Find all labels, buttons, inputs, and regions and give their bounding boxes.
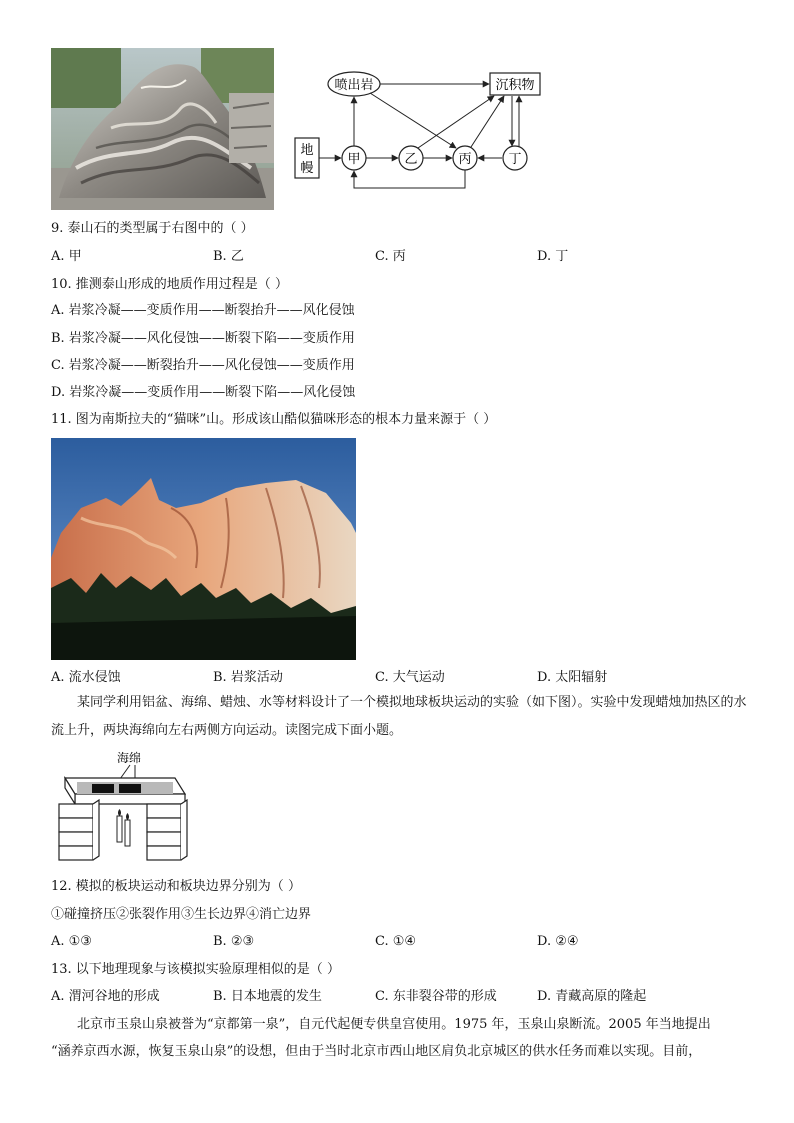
q9-option-d[interactable]: D. 丁 xyxy=(537,249,569,264)
q9-option-b[interactable]: B. 乙 xyxy=(213,249,244,264)
q10-option-d[interactable]: D. 岩浆冷凝——变质作用——断裂下陷——风化侵蚀 xyxy=(51,385,356,400)
q9-option-a[interactable]: A. 甲 xyxy=(51,249,82,264)
cat-mountain-image xyxy=(51,438,356,660)
q10-option-b[interactable]: B. 岩浆冷凝——风化侵蚀——断裂下陷——变质作用 xyxy=(51,331,355,346)
ding-label: 丁 xyxy=(508,152,522,167)
candles xyxy=(117,809,130,846)
yuquan-passage-line-2: “涵养京西水源，恢复玉泉山泉”的设想，但由于当时北京市西山地区肩负北京城区的供水任务而难以实现。目前， xyxy=(51,1044,702,1059)
question-12-sub: ①碰撞挤压②张裂作用③生长边界④消亡边界 xyxy=(51,907,312,922)
question-13-stem: 13. 以下地理现象与该模拟实验原理相似的是（ ） xyxy=(51,962,340,977)
right-sponge xyxy=(119,784,141,793)
q13-option-c[interactable]: C. 东非裂谷带的形成 xyxy=(375,989,497,1004)
right-brick-stack xyxy=(147,800,187,860)
q12-option-d[interactable]: D. ②④ xyxy=(537,934,579,949)
left-sponge xyxy=(92,784,114,793)
question-11-stem: 11. 图为南斯拉夫的“猫咪”山。形成该山酷似猫咪形态的根本力量来源于（ ） xyxy=(51,412,497,427)
diman-label-2: 幔 xyxy=(300,161,314,176)
q13-option-a[interactable]: A. 渭河谷地的形成 xyxy=(51,989,160,1004)
q12-option-b[interactable]: B. ②③ xyxy=(213,934,255,949)
q10-option-c[interactable]: C. 岩浆冷凝——断裂抬升——风化侵蚀——变质作用 xyxy=(51,358,355,373)
q11-option-d[interactable]: D. 太阳辐射 xyxy=(537,670,608,685)
q9-option-c[interactable]: C. 丙 xyxy=(375,249,406,264)
diman-label-1: 地 xyxy=(300,143,314,158)
left-brick-stack xyxy=(59,800,99,860)
q13-option-b[interactable]: B. 日本地震的发生 xyxy=(213,989,322,1004)
sponge-label: 海绵 xyxy=(117,751,142,765)
question-9-stem: 9. 泰山石的类型属于右图中的（ ） xyxy=(51,221,254,236)
taishan-stone-photo xyxy=(51,48,274,210)
question-10-stem: 10. 推测泰山形成的地质作用过程是（ ） xyxy=(51,277,288,292)
chenjiwu-label: 沉积物 xyxy=(495,78,535,93)
bing-label: 丙 xyxy=(458,152,472,167)
penchuyan-label: 喷出岩 xyxy=(334,78,374,93)
taishan-stone-image xyxy=(51,48,274,210)
yuquan-passage-line-1: 北京市玉泉山泉被誉为“京都第一泉”，自元代起便专供皇宫使用。1975 年，玉泉山泉断流。2005 年当地提出 xyxy=(77,1017,711,1032)
q11-option-c[interactable]: C. 大气运动 xyxy=(375,670,445,685)
rock-cycle-diagram xyxy=(294,62,544,194)
yi-label: 乙 xyxy=(404,152,418,167)
question-12-stem: 12. 模拟的板块运动和板块边界分别为（ ） xyxy=(51,879,301,894)
cat-mountain-photo xyxy=(51,438,356,660)
q10-option-a[interactable]: A. 岩浆冷凝——变质作用——断裂抬升——风化侵蚀 xyxy=(51,303,355,318)
q12-option-c[interactable]: C. ①④ xyxy=(375,934,417,949)
q11-option-a[interactable]: A. 流水侵蚀 xyxy=(51,670,121,685)
jia-label: 甲 xyxy=(347,152,361,167)
q11-option-b[interactable]: B. 岩浆活动 xyxy=(213,670,283,685)
q12-option-a[interactable]: A. ①③ xyxy=(51,934,92,949)
q13-option-d[interactable]: D. 青藏高原的隆起 xyxy=(537,989,647,1004)
cycle-arrows xyxy=(319,84,522,188)
experiment-passage: 某同学利用铝盆、海绵、蜡烛、水等材料设计了一个模拟地球板块运动的实验（如下图）。实验中发现蜡烛加热区的水流上升，两块海绵向左右两侧方向运动。读图完成下面小题。 xyxy=(51,695,747,738)
sponge-experiment-figure xyxy=(55,748,190,864)
